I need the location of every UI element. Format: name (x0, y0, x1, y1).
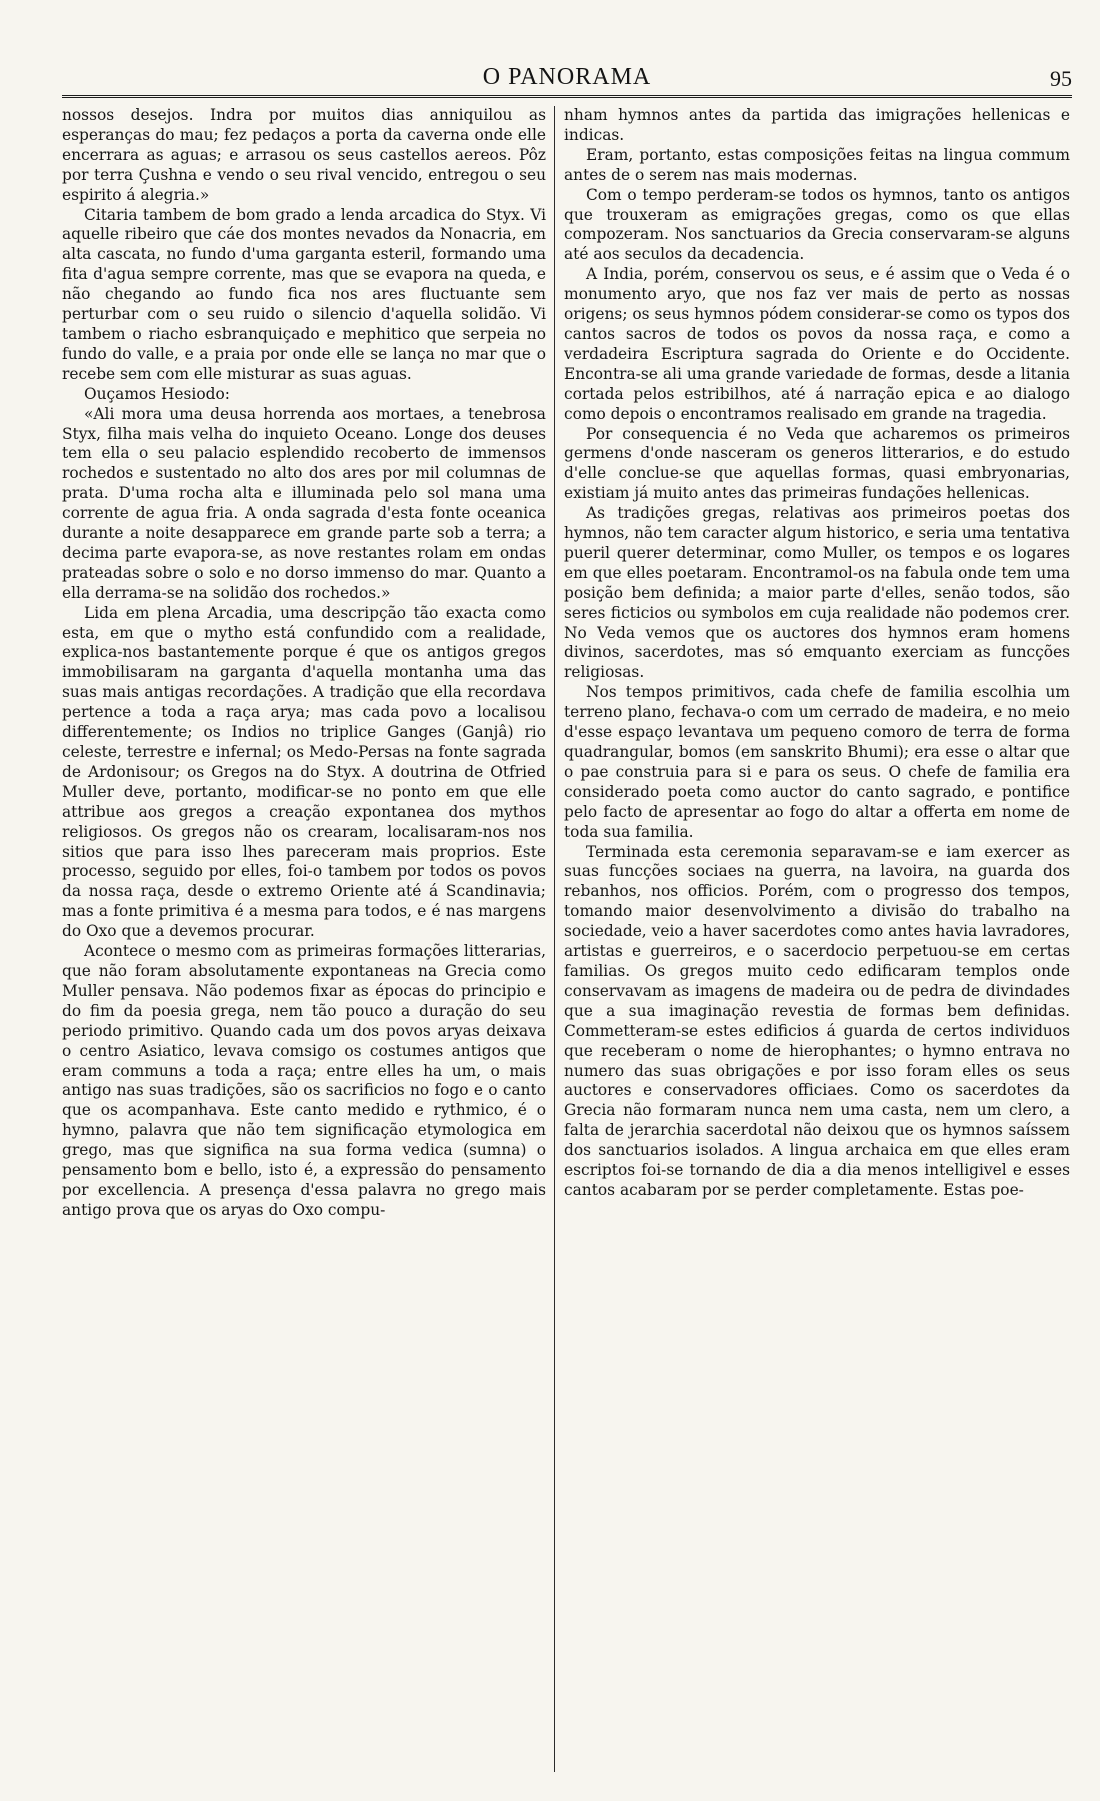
paragraph: Ouçamos Hesiodo: (84, 384, 230, 403)
page-number: 95 (1050, 66, 1072, 91)
paragraph: As tradições gregas, relativas aos primeiros poetas dos hymnos, não tem caracter algum historico, e seria uma tentativa pueril querer determinar, como Muller, os tempos e os logares em que elles poetaram. Encontramol-os na fabula onde tem uma posição bem definida; a maior parte d'elles, senão todos, são seres ficticios ou symbolos em cuja realidade não podemos crer. No Veda vemos que os auctores dos hymnos eram homens divinos, sacerdotes, mas só emquanto exerciam as funcções religiosas. (564, 504, 1070, 682)
paragraph: nham hymnos antes da partida das imigrações hellenicas e indicas. (564, 106, 1070, 144)
header-rule (62, 95, 1072, 98)
paragraph: Com o tempo perderam-se todos os hymnos, tanto os antigos que trouxeram as emigrações gregas, como os que ellas compozeram. Nos sanctuarios da Grecia conservaram-se alguns até aos seculos da decadencia. (564, 185, 1070, 264)
left-column (62, 106, 546, 1221)
publication-title: O PANORAMA (482, 64, 652, 90)
column-divider (554, 106, 555, 1772)
paragraph: Eram, portanto, estas composições feitas na lingua commum antes de o serem nas mais modernas. (564, 145, 1070, 184)
paragraph: Nos tempos primitivos, cada chefe de familia escolhia um terreno plano, fechava-o com um cerrado de madeira, e no meio d'esse espaço levantava um pequeno comoro de terra de forma quadrangular, bomos (em sanskrito Bhumi); era esse o altar que o pae construia para si e para os seus. O chefe de familia era considerado poeta como auctor do canto sagrado, e pontifice pelo facto de apresentar ao fogo do altar a offerta em nome de toda sua familia. (564, 683, 1070, 841)
right-column (564, 106, 1070, 1201)
paragraph: Por consequencia é no Veda que acharemos os primeiros germens d'onde nasceram os generos litterarios, e do estudo d'elle conclue-se que aquellas formas, quasi embryonarias, existiam já muito antes das primeiras fundações hellenicas. (564, 424, 1070, 503)
paragraph: A India, porém, conservou os seus, e é assim que o Veda é o monumento aryo, que nos faz ver mais de perto as nossas origens; os seus hymnos pódem considerar-se como os typos dos cantos sacros de todos os povos da nossa raça, e como a verdadeira Escriptura sagrada do Oriente e do Occidente. Encontra-se ali uma grande variedade de formas, desde a litania cortada pelos estribilhos, até á narração epica e ao dialogo como depois o encontramos realisado em grande na tragedia. (564, 265, 1070, 423)
paragraph: «Ali mora uma deusa horrenda aos mortaes, a tenebrosa Styx, filha mais velha do inquieto Oceano. Longe dos deuses tem ella o seu palacio esplendido recoberto de immensos rochedos e sustentado no alto dos ares por mil columnas de prata. D'uma rocha alta e illuminada pelo sol mana uma corrente de agua fria. A onda sagrada d'esta fonte oceanica durante a noite desapparece em grande parte sob a terra; a decima parte evapora-se, as nove restantes rolam em ondas prateadas sobre o solo e no dorso immenso do mar. Quanto a ella derrama-se na solidão dos rochedos.» (62, 404, 546, 602)
page-header (62, 64, 1072, 94)
paragraph: Terminada esta ceremonia separavam-se e iam exercer as suas funcções sociaes na guerra, na lavoira, na guarda dos rebanhos, nos officios. Porém, com o progresso dos tempos, tomando maior desenvolvimento a divisão do trabalho na sociedade, veio a haver sacerdotes como antes havia lavradores, artistas e guerreiros, e o sacerdocio perpetuou-se em certas familias. Os gregos muito cedo edificaram templos onde conservavam as imagens de madeira ou de pedra de divindades que a sua imaginação revestia de formas bem definidas. Commetteram-se estes edificios á guarda de certos individuos que receberam o nome de hierophantes; o hymno entrava no numero das suas obrigações e por isso foram elles os seus auctores e conservadores officiaes. Como os sacerdotes da Grecia não formaram nunca nem uma casta, nem um clero, a falta de jerarchia sacerdotal não deixou que os hymnos saíssem dos sanctuarios isolados. A lingua archaica em que elles eram escriptos foi-se tornando de dia a dia menos intelligivel e esses cantos acabaram por se perder completamente. Estas poe- (564, 842, 1070, 1199)
paragraph: Citaria tambem de bom grado a lenda arcadica do Styx. Vi aquelle ribeiro que cáe dos montes nevados da Nonacria, em alta cascata, no fundo d'uma garganta esteril, formando uma fita d'agua sempre corrente, mas que se evapora na queda, e não chegando ao fundo fica nos ares fluctuante sem perturbar com o seu ruido o silencio d'aquella solidão. Vi tambem o riacho esbranquiçado e mephitico que serpeia no fundo do valle, e a praia por onde elle se lança no mar que o recebe sem com elle misturar as suas aguas. (62, 205, 546, 383)
paragraph: nossos desejos. Indra por muitos dias anniquilou as esperanças do mau; fez pedaços a porta da caverna onde elle encerrara as aguas; e arrasou os seus castellos aereos. Pôz por terra Çushna e vendo o seu rival vencido, entregou o seu espirito á alegria.» (62, 106, 546, 204)
paragraph: Lida em plena Arcadia, uma descripção tão exacta como esta, em que o mytho está confundido com a realidade, explica-nos bastantemente porque é que os antigos gregos immobilisaram na garganta d'aquella montanha uma das suas mais antigas recordações. A tradição que ella recordava pertence a toda a raça arya; mas cada povo a localisou differentemente; os Indios no triplice Ganges (Ganjâ) rio celeste, terrestre e infernal; os Medo-Persas na fonte sagrada de Ardonisour; os Gregos na do Styx. A doutrina de Otfried Muller deve, portanto, modificar-se no ponto em que elle attribue aos gregos a creação expontanea dos mythos religiosos. Os gregos não os crearam, localisaram-nos nos sitios que para isso lhes pareceram mais proprios. Este processo, seguido por elles, foi-o tambem por todos os povos da nossa raça, desde o extremo Oriente até á Scandinavia; mas a fonte primitiva é a mesma para todos, e é nas margens do Oxo que a devemos procurar. (62, 603, 546, 941)
paragraph: Acontece o mesmo com as primeiras formações litterarias, que não foram absolutamente expontaneas na Grecia como Muller pensava. Não podemos fixar as épocas do principio e do fim da poesia grega, nem tão pouco a duração do seu periodo primitivo. Quando cada um dos povos aryas deixava o centro Asiatico, levava comsigo os costumes antigos que eram communs a toda a raça; entre elles ha um, o mais antigo nas suas tradições, são os sacrificios no fogo e o canto que os acompanhava. Este canto medido e rythmico, é o hymno, palavra que não tem significação etymologica em grego, mas que significa na sua forma vedica (sumna) o pensamento bom e bello, isto é, a expressão do pensamento por excellencia. A presença d'essa palavra no grego mais antigo prova que os aryas do Oxo compu- (62, 942, 546, 1219)
